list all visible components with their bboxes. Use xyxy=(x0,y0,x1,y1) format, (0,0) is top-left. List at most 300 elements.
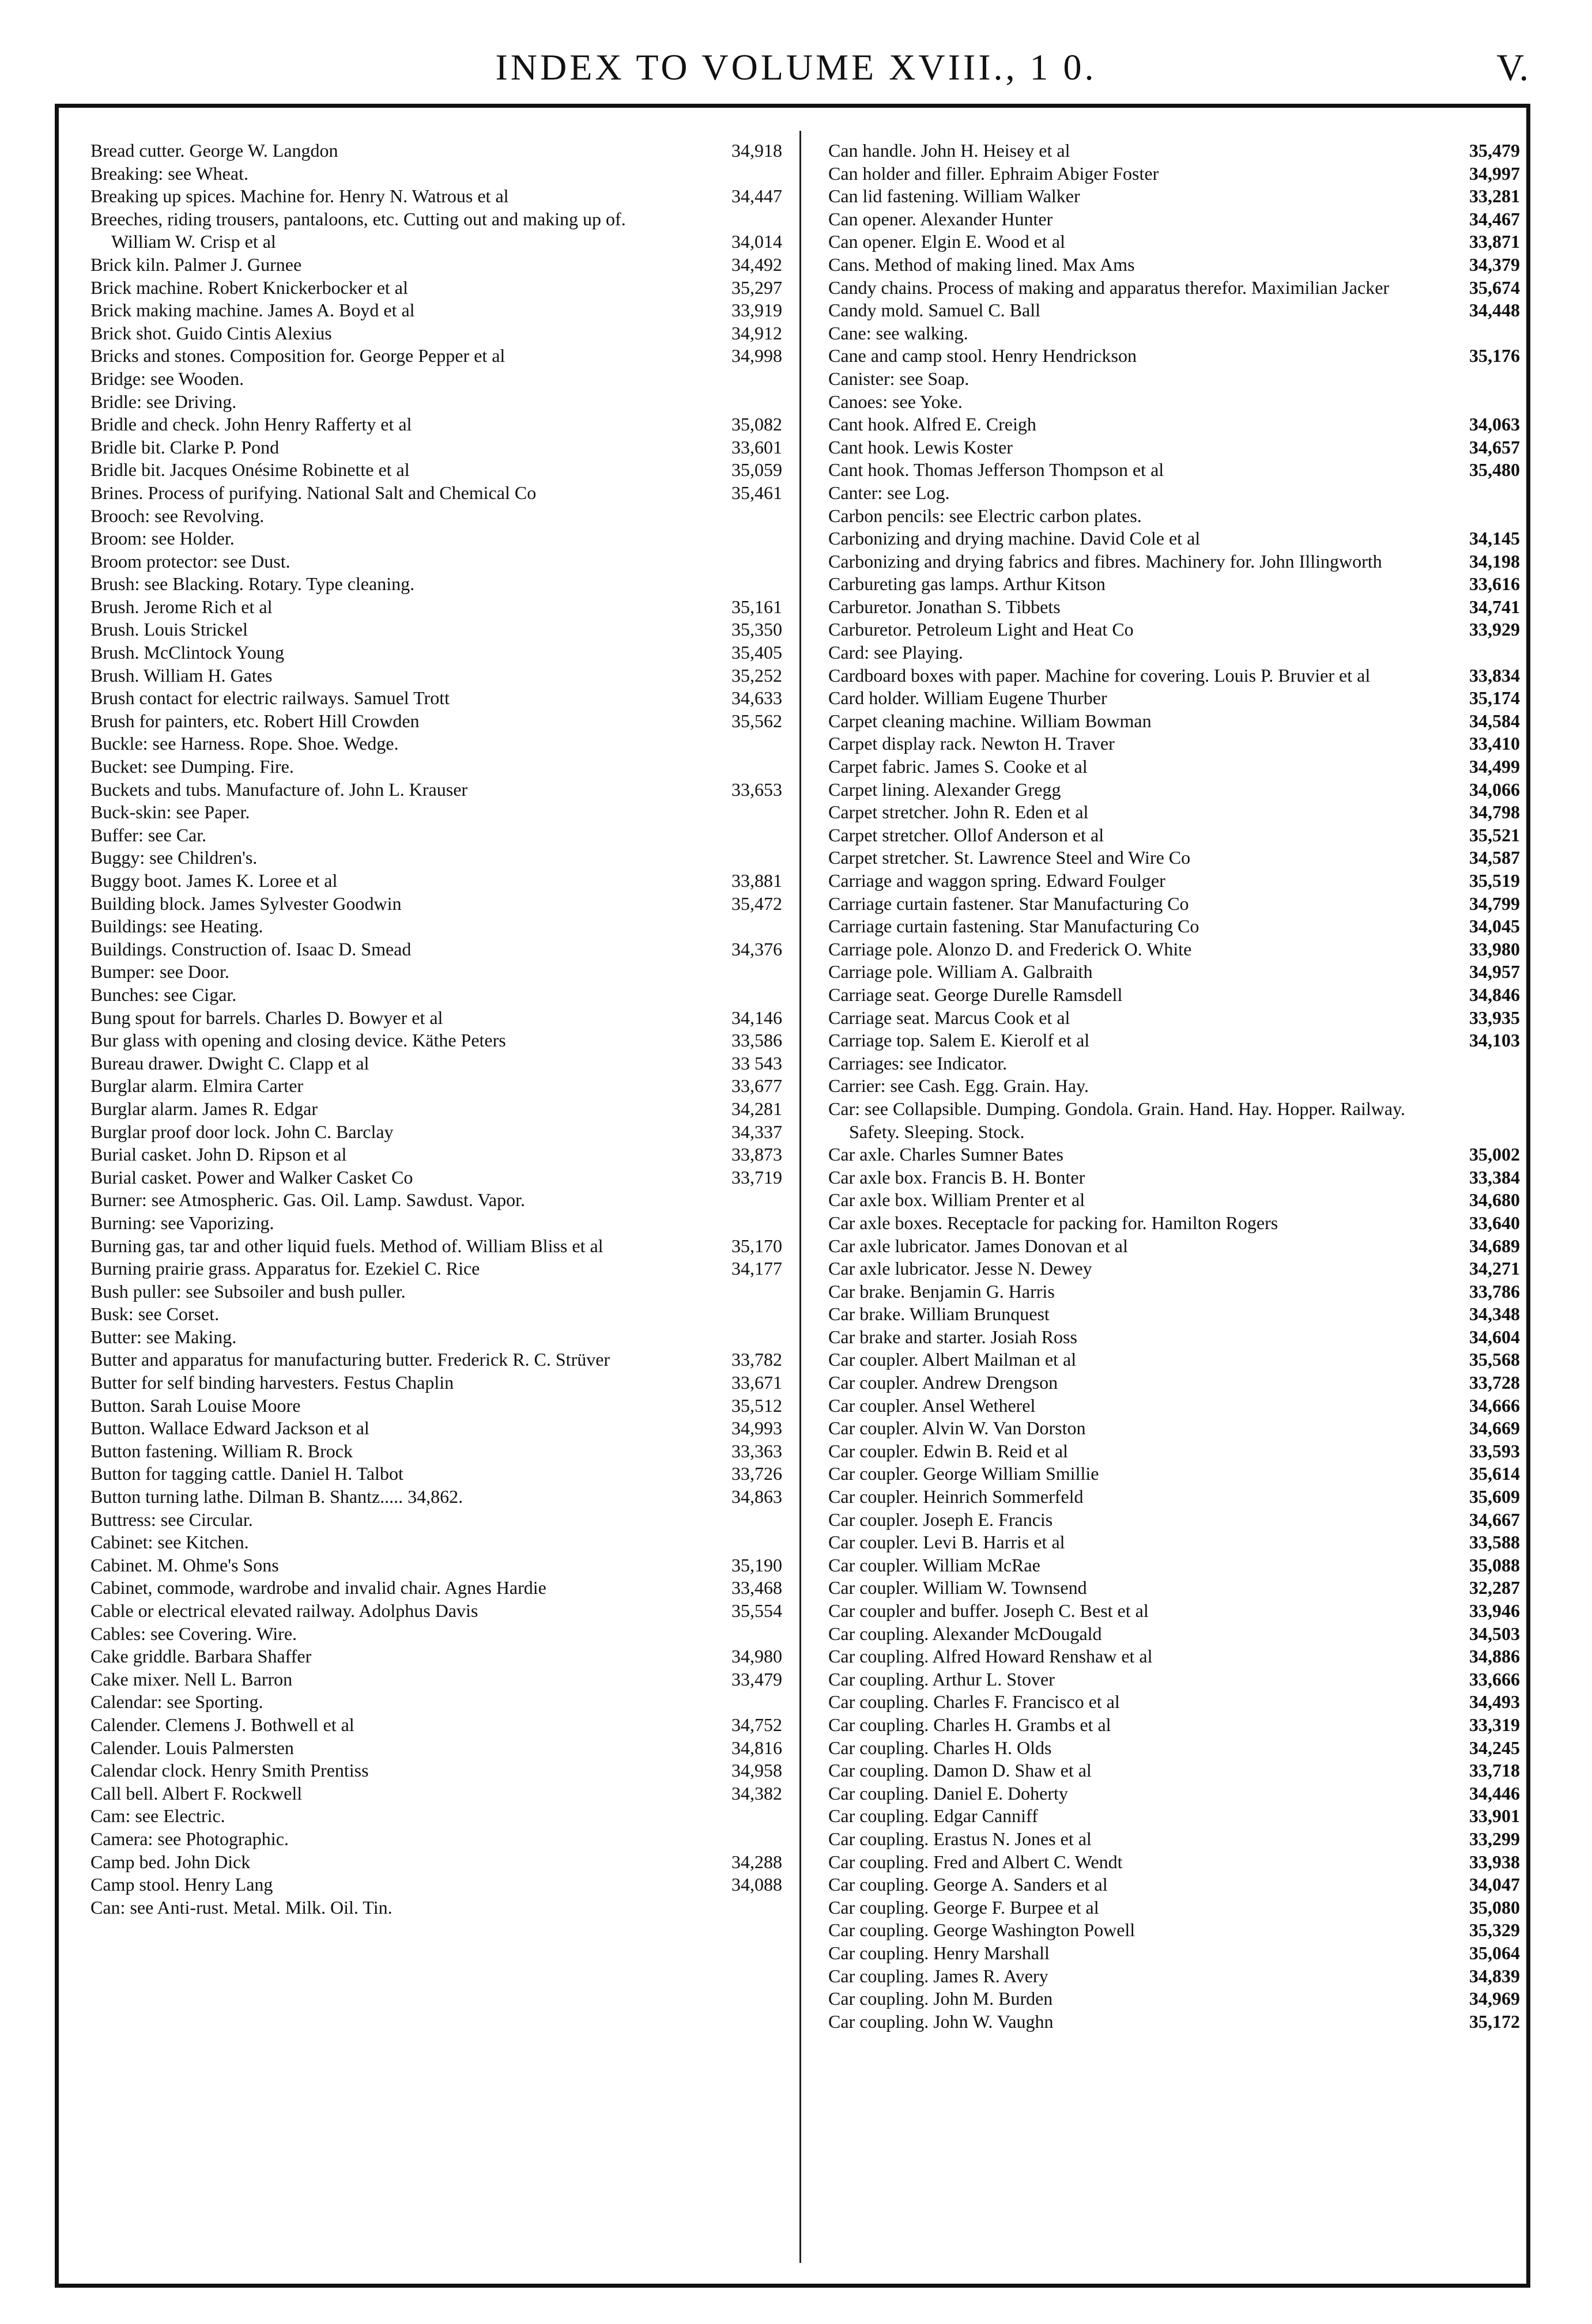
entry-number: 34,503 xyxy=(1469,1623,1520,1644)
index-entry xyxy=(828,1805,1520,1828)
entry-number: 34,271 xyxy=(1469,1258,1520,1279)
index-entry xyxy=(90,801,782,824)
entry-text: Broom: see Holder. xyxy=(90,528,235,549)
entry-text: Car brake. Benjamin G. Harris xyxy=(828,1280,1055,1302)
entry-text: Button turning lathe. Dilman B. Shantz..... 34,862. xyxy=(90,1486,463,1507)
entry-number: 34,667 xyxy=(1469,1509,1520,1530)
index-entry xyxy=(828,847,1520,870)
entry-number: 35,519 xyxy=(1469,870,1520,891)
index-entry xyxy=(90,1280,782,1303)
entry-text: Car coupling. Erastus N. Jones et al xyxy=(828,1828,1092,1849)
entry-text: Car coupler and buffer. Joseph C. Best et al xyxy=(828,1600,1149,1621)
entry-text: Bricks and stones. Composition for. George Pepper et al xyxy=(90,345,505,366)
entry-text: Bridge: see Wooden. xyxy=(90,368,244,389)
entry-text: Candy mold. Samuel C. Ball xyxy=(828,300,1040,321)
entry-text: Brush contact for electric railways. Samuel Trott xyxy=(90,687,450,709)
index-entry xyxy=(90,1189,782,1212)
entry-text: Brick making machine. James A. Boyd et al xyxy=(90,300,415,321)
entry-text: Cane: see walking. xyxy=(828,322,968,343)
entry-text: Camera: see Photographic. xyxy=(90,1828,289,1849)
entry-number: 34,998 xyxy=(731,345,782,366)
index-entry xyxy=(828,664,1520,687)
entry-number: 35,174 xyxy=(1469,687,1520,709)
index-entry xyxy=(828,1463,1520,1486)
entry-text: Carpet stretcher. St. Lawrence Steel and Wire Co xyxy=(828,847,1191,868)
entry-number: 35,674 xyxy=(1469,277,1520,298)
entry-number: 35,329 xyxy=(1469,1919,1520,1941)
entry-text: Bread cutter. George W. Langdon xyxy=(90,140,338,161)
entry-number: 34,633 xyxy=(731,687,782,709)
entry-number: 34,980 xyxy=(731,1646,782,1667)
entry-text: Car brake. William Brunquest xyxy=(828,1303,1050,1325)
entry-text: Car coupler. George William Smillie xyxy=(828,1463,1099,1484)
entry-number: 33,281 xyxy=(1469,186,1520,207)
index-entry xyxy=(828,1965,1520,1988)
index-entry xyxy=(90,550,782,573)
index-entry xyxy=(90,1828,782,1851)
entry-number: 34,863 xyxy=(731,1486,782,1507)
entry-text: Buildings. Construction of. Isaac D. Smead xyxy=(90,938,412,959)
index-entry xyxy=(828,1098,1520,1143)
index-entry xyxy=(90,1714,782,1737)
index-entry xyxy=(90,322,782,345)
entry-text: Carburetor. Petroleum Light and Heat Co xyxy=(828,619,1134,640)
entry-number: 35,172 xyxy=(1469,2011,1520,2032)
page-title: INDEX TO VOLUME XVIII., 1 0. xyxy=(495,47,1097,88)
index-entry xyxy=(90,1645,782,1668)
index-entry xyxy=(828,1052,1520,1075)
index-entry xyxy=(828,618,1520,641)
index-entry xyxy=(90,870,782,893)
entry-text: Breaking: see Wheat. xyxy=(90,163,248,184)
entry-text: Car coupling. Henry Marshall xyxy=(828,1942,1050,1963)
index-entry xyxy=(828,1828,1520,1851)
entry-number: 33,901 xyxy=(1469,1805,1520,1827)
index-entry xyxy=(90,915,782,938)
entry-text: Carriage seat. George Durelle Ramsdell xyxy=(828,984,1123,1005)
entry-number: 34,657 xyxy=(1469,436,1520,458)
entry-text: Carriage curtain fastener. Star Manufacturing Co xyxy=(828,893,1189,914)
index-entry xyxy=(828,482,1520,505)
index-entry xyxy=(90,185,782,208)
entry-text: Calender. Clemens J. Bothwell et al xyxy=(90,1714,354,1735)
index-entry xyxy=(90,893,782,916)
index-entry xyxy=(90,779,782,802)
index-entry xyxy=(828,1577,1520,1600)
entry-text: Bucket: see Dumping. Fire. xyxy=(90,756,294,777)
entry-text: Car coupler. Alvin W. Van Dorston xyxy=(828,1418,1086,1439)
index-entry xyxy=(828,1668,1520,1691)
index-entry xyxy=(828,1212,1520,1235)
entry-number: 33,718 xyxy=(1469,1760,1520,1781)
entry-text: Car coupling. John W. Vaughn xyxy=(828,2011,1054,2032)
entry-text: Candy chains. Process of making and apparatus therefor. Maximilian Jacker xyxy=(828,277,1390,298)
entry-number: 34,584 xyxy=(1469,710,1520,731)
index-entry xyxy=(828,1691,1520,1714)
entry-text: Brush. McClintock Young xyxy=(90,642,285,663)
entry-text: Car coupling. George Washington Powell xyxy=(828,1919,1135,1941)
entry-text: Burial casket. John D. Ripson et al xyxy=(90,1144,347,1165)
page-number: V. xyxy=(1496,47,1529,89)
entry-number: 34,446 xyxy=(1469,1782,1520,1804)
entry-text: Canter: see Log. xyxy=(828,482,950,503)
entry-number: 34,088 xyxy=(731,1874,782,1895)
index-entry xyxy=(828,1987,1520,2011)
entry-text: Carriage seat. Marcus Cook et al xyxy=(828,1007,1070,1028)
entry-number: 34,816 xyxy=(731,1737,782,1758)
entry-text: Car coupling. George F. Burpee et al xyxy=(828,1896,1099,1918)
entry-text: Brooch: see Revolving. xyxy=(90,505,265,526)
entry-number: 35,405 xyxy=(731,642,782,663)
entry-text: Button. Sarah Louise Moore xyxy=(90,1395,301,1416)
entry-text: Buggy boot. James K. Loree et al xyxy=(90,870,338,891)
entry-number: 35,190 xyxy=(731,1554,782,1575)
entry-text: Car coupling. James R. Avery xyxy=(828,1965,1048,1986)
entry-number: 33,479 xyxy=(731,1668,782,1690)
index-entry xyxy=(828,1075,1520,1098)
index-entry xyxy=(828,732,1520,755)
entry-number: 34,969 xyxy=(1469,1988,1520,2009)
index-entry xyxy=(90,277,782,300)
entry-number: 33,666 xyxy=(1469,1668,1520,1690)
index-entry xyxy=(90,1896,782,1919)
entry-number: 35,480 xyxy=(1469,459,1520,481)
entry-text: Canoes: see Yoke. xyxy=(828,391,963,412)
entry-text: Brush. Jerome Rich et al xyxy=(90,596,273,617)
entry-text: Burglar alarm. James R. Edgar xyxy=(90,1098,318,1119)
entry-number: 34,886 xyxy=(1469,1646,1520,1667)
entry-text: Car coupling. Charles H. Grambs et al xyxy=(828,1714,1111,1735)
entry-text: Carbureting gas lamps. Arthur Kitson xyxy=(828,573,1106,595)
entry-number: 34,145 xyxy=(1469,528,1520,549)
entry-number: 34,146 xyxy=(731,1007,782,1028)
index-entry xyxy=(90,368,782,391)
entry-text: Car coupler. Heinrich Sommerfeld xyxy=(828,1486,1084,1507)
entry-number: 34,846 xyxy=(1469,984,1520,1005)
index-entry xyxy=(90,664,782,687)
index-entry xyxy=(828,459,1520,482)
entry-text: Bridle bit. Jacques Onésime Robinette et al xyxy=(90,459,410,481)
entry-text: Buildings: see Heating. xyxy=(90,916,263,937)
entry-text: Carriage top. Salem E. Kierolf et al xyxy=(828,1030,1090,1051)
entry-text: Brick kiln. Palmer J. Gurnee xyxy=(90,254,302,275)
index-entry xyxy=(828,277,1520,300)
entry-text: Car coupler. Albert Mailman et al xyxy=(828,1349,1077,1370)
index-entry xyxy=(90,732,782,755)
index-entry xyxy=(90,1805,782,1828)
entry-text: Carpet display rack. Newton H. Traver xyxy=(828,733,1115,754)
entry-number: 34,912 xyxy=(731,322,782,343)
entry-text: Cable or electrical elevated railway. Adolphus Davis xyxy=(90,1600,478,1621)
entry-number: 33 543 xyxy=(731,1052,782,1074)
entry-number: 34,993 xyxy=(731,1418,782,1439)
index-entry xyxy=(90,208,782,254)
entry-text: Car axle lubricator. James Donovan et al xyxy=(828,1235,1128,1256)
entry-text: Car coupling. Fred and Albert C. Wendt xyxy=(828,1851,1123,1872)
entry-text: Burner: see Atmospheric. Gas. Oil. Lamp. Sawdust. Vapor. xyxy=(90,1189,525,1211)
entry-text: Buckle: see Harness. Rope. Shoe. Wedge. xyxy=(90,733,399,754)
index-entry xyxy=(828,779,1520,802)
index-frame xyxy=(55,104,1530,2288)
entry-text: Brick machine. Robert Knickerbocker et al xyxy=(90,277,408,298)
entry-number: 33,363 xyxy=(731,1440,782,1461)
entry-number: 35,614 xyxy=(1469,1463,1520,1484)
entry-number: 33,677 xyxy=(731,1075,782,1097)
index-entry xyxy=(90,1235,782,1258)
entry-text: Bunches: see Cigar. xyxy=(90,984,237,1005)
entry-number: 34,337 xyxy=(731,1121,782,1142)
entry-text: Cant hook. Thomas Jefferson Thompson et al xyxy=(828,459,1164,481)
entry-text: Carbonizing and drying fabrics and fibres. Machinery for. John Illingworth xyxy=(828,550,1382,572)
entry-number: 33,782 xyxy=(731,1349,782,1370)
entry-text: Burglar proof door lock. John C. Barclay xyxy=(90,1121,394,1142)
entry-number: 33,929 xyxy=(1469,619,1520,640)
entry-text: Car coupling. Edgar Canniff xyxy=(828,1805,1038,1827)
index-entry xyxy=(828,1440,1520,1463)
entry-number: 34,799 xyxy=(1469,893,1520,914)
index-entry xyxy=(828,1029,1520,1052)
entry-text: Carriage and waggon spring. Edward Foulger xyxy=(828,870,1165,891)
entry-text: Bur glass with opening and closing device. Käthe Peters xyxy=(90,1030,506,1051)
index-entry xyxy=(90,847,782,870)
entry-number: 33,719 xyxy=(731,1166,782,1188)
index-entry xyxy=(828,322,1520,345)
index-entry xyxy=(828,230,1520,254)
entry-number: 34,103 xyxy=(1469,1030,1520,1051)
index-entry xyxy=(828,687,1520,710)
index-entry xyxy=(828,1326,1520,1349)
entry-text: Car coupling. Charles H. Olds xyxy=(828,1737,1052,1758)
entry-number: 34,379 xyxy=(1469,254,1520,275)
entry-text: Car axle lubricator. Jesse N. Dewey xyxy=(828,1258,1092,1279)
entry-number: 34,047 xyxy=(1469,1874,1520,1895)
entry-number: 33,653 xyxy=(731,779,782,800)
entry-text: Cardboard boxes with paper. Machine for covering. Louis P. Bruvier et al xyxy=(828,664,1371,686)
right-column xyxy=(828,139,1520,2033)
index-entry xyxy=(828,1417,1520,1440)
entry-number: 33,881 xyxy=(731,870,782,891)
entry-number: 33,834 xyxy=(1469,664,1520,686)
entry-number: 34,281 xyxy=(731,1098,782,1119)
entry-number: 35,512 xyxy=(731,1395,782,1416)
entry-text: Button fastening. William R. Brock xyxy=(90,1440,353,1461)
entry-number: 34,063 xyxy=(1469,414,1520,435)
index-entry xyxy=(828,1348,1520,1371)
index-entry xyxy=(828,299,1520,322)
entry-text: Buttress: see Circular. xyxy=(90,1509,253,1530)
entry-number: 34,177 xyxy=(731,1258,782,1279)
index-entry xyxy=(90,1075,782,1098)
index-entry xyxy=(828,391,1520,414)
index-entry xyxy=(90,1486,782,1509)
entry-text: Camp bed. John Dick xyxy=(90,1851,251,1872)
entry-number: 34,245 xyxy=(1469,1737,1520,1758)
entry-text: Buck-skin: see Paper. xyxy=(90,802,250,823)
index-entry xyxy=(90,1007,782,1030)
index-entry xyxy=(828,755,1520,779)
index-entry xyxy=(828,1714,1520,1737)
index-entry xyxy=(90,1326,782,1349)
index-entry xyxy=(90,1348,782,1371)
index-entry xyxy=(828,710,1520,733)
index-entry xyxy=(90,596,782,619)
entry-text: Carriage pole. Alonzo D. and Frederick O. White xyxy=(828,938,1192,959)
entry-number: 34,604 xyxy=(1469,1326,1520,1347)
index-entry xyxy=(828,163,1520,186)
index-entry xyxy=(828,1189,1520,1212)
index-entry xyxy=(828,1554,1520,1577)
entry-text: Carbon pencils: see Electric carbon plates. xyxy=(828,505,1142,526)
index-entry xyxy=(828,345,1520,368)
index-entry xyxy=(828,1166,1520,1189)
entry-text: Carbonizing and drying machine. David Cole et al xyxy=(828,528,1201,549)
entry-text: Car coupling. Alfred Howard Renshaw et al xyxy=(828,1646,1153,1667)
index-entry xyxy=(828,1896,1520,1919)
entry-text: Car axle. Charles Sumner Bates xyxy=(828,1144,1063,1165)
entry-number: 33,468 xyxy=(731,1577,782,1599)
entry-text: Cant hook. Lewis Koster xyxy=(828,436,1013,458)
index-entry xyxy=(828,1531,1520,1554)
entry-text: Bush puller: see Subsoiler and bush puller. xyxy=(90,1280,406,1302)
index-entry xyxy=(90,1098,782,1121)
index-entry xyxy=(90,1873,782,1896)
entry-text: Calender. Louis Palmersten xyxy=(90,1737,294,1758)
entry-number: 33,919 xyxy=(731,300,782,321)
index-entry xyxy=(828,1782,1520,1805)
entry-number: 34,997 xyxy=(1469,163,1520,184)
entry-text: Brush. Louis Strickel xyxy=(90,619,248,640)
entry-text: Car coupling. Arthur L. Stover xyxy=(828,1668,1055,1690)
entry-number: 34,376 xyxy=(731,938,782,959)
entry-text: Button. Wallace Edward Jackson et al xyxy=(90,1418,369,1439)
index-entry xyxy=(828,1486,1520,1509)
index-entry xyxy=(90,1029,782,1052)
entry-text: Car coupler. William McRae xyxy=(828,1554,1040,1575)
index-entry xyxy=(828,185,1520,208)
entry-number: 33,640 xyxy=(1469,1212,1520,1233)
index-entry xyxy=(828,1645,1520,1668)
entry-number: 35,161 xyxy=(731,596,782,617)
index-entry xyxy=(90,1509,782,1532)
index-entry xyxy=(90,984,782,1007)
entry-text: Car: see Collapsible. Dumping. Gondola. Grain. Hand. Hay. Hopper. Railway. Safety. Sleeping. Stock. xyxy=(828,1098,1405,1142)
entry-text: Bung spout for barrels. Charles D. Bowyer et al xyxy=(90,1007,443,1028)
index-entry xyxy=(90,961,782,984)
entry-number: 34,447 xyxy=(731,186,782,207)
entry-text: Carrier: see Cash. Egg. Grain. Hay. xyxy=(828,1075,1089,1097)
index-entry xyxy=(90,1052,782,1075)
entry-text: Buffer: see Car. xyxy=(90,824,207,845)
index-entry xyxy=(828,1737,1520,1760)
entry-text: Cake mixer. Nell L. Barron xyxy=(90,1668,293,1690)
entry-text: Canister: see Soap. xyxy=(828,368,969,389)
entry-text: Brush: see Blacking. Rotary. Type cleaning. xyxy=(90,573,415,595)
index-entry xyxy=(90,1463,782,1486)
index-entry xyxy=(828,984,1520,1007)
entry-number: 35,002 xyxy=(1469,1144,1520,1165)
index-entry xyxy=(90,436,782,459)
entry-text: Burial casket. Power and Walker Casket Co xyxy=(90,1166,413,1188)
entry-number: 33,873 xyxy=(731,1144,782,1165)
index-entry xyxy=(828,1235,1520,1258)
index-entry xyxy=(90,505,782,528)
entry-number: 33,871 xyxy=(1469,231,1520,252)
entry-number: 32,287 xyxy=(1469,1577,1520,1599)
index-entry xyxy=(828,1759,1520,1782)
index-entry xyxy=(90,1303,782,1326)
index-entry xyxy=(90,687,782,710)
entry-number: 34,492 xyxy=(731,254,782,275)
entry-text: Can: see Anti-rust. Metal. Milk. Oil. Tin. xyxy=(90,1896,393,1918)
entry-text: Carriage curtain fastening. Star Manufacturing Co xyxy=(828,916,1199,937)
index-entry xyxy=(90,1212,782,1235)
index-entry xyxy=(90,1851,782,1874)
entry-number: 34,957 xyxy=(1469,961,1520,982)
entry-number: 34,752 xyxy=(731,1714,782,1735)
index-entry xyxy=(90,1668,782,1691)
index-entry xyxy=(828,1851,1520,1874)
entry-number: 34,839 xyxy=(1469,1965,1520,1986)
entry-text: Cans. Method of making lined. Max Ams xyxy=(828,254,1135,275)
index-entry xyxy=(828,254,1520,277)
entry-number: 35,064 xyxy=(1469,1942,1520,1963)
entry-number: 33,935 xyxy=(1469,1007,1520,1028)
index-entry xyxy=(90,163,782,186)
index-entry xyxy=(90,254,782,277)
entry-text: Cant hook. Alfred E. Creigh xyxy=(828,414,1036,435)
index-entry xyxy=(90,1737,782,1760)
entry-text: Bridle bit. Clarke P. Pond xyxy=(90,436,280,458)
entry-text: Bumper: see Door. xyxy=(90,961,229,982)
index-entry xyxy=(828,1007,1520,1030)
entry-text: Carpet stretcher. Ollof Anderson et al xyxy=(828,824,1104,845)
entry-text: Button for tagging cattle. Daniel H. Talbot xyxy=(90,1463,403,1484)
index-entry xyxy=(828,573,1520,596)
entry-text: Carpet lining. Alexander Gregg xyxy=(828,779,1061,800)
entry-number: 35,176 xyxy=(1469,345,1520,366)
entry-number: 33,410 xyxy=(1469,733,1520,754)
entry-text: Car axle boxes. Receptacle for packing for. Hamilton Rogers xyxy=(828,1212,1278,1233)
entry-text: Car coupler. Edwin B. Reid et al xyxy=(828,1440,1068,1461)
entry-text: Cabinet, commode, wardrobe and invalid chair. Agnes Hardie xyxy=(90,1577,546,1599)
index-entry xyxy=(828,1942,1520,1965)
entry-text: Busk: see Corset. xyxy=(90,1303,220,1325)
index-entry xyxy=(90,1623,782,1646)
entry-number: 35,170 xyxy=(731,1235,782,1256)
entry-text: Car coupler. Ansel Wetherel xyxy=(828,1395,1036,1416)
entry-text: Card: see Playing. xyxy=(828,642,963,663)
index-entry xyxy=(90,573,782,596)
index-entry xyxy=(828,1257,1520,1280)
entry-text: Car coupling. Daniel E. Doherty xyxy=(828,1782,1068,1804)
entry-number: 33,938 xyxy=(1469,1851,1520,1872)
entry-text: Brush for painters, etc. Robert Hill Crowden xyxy=(90,710,420,731)
entry-text: Camp stool. Henry Lang xyxy=(90,1874,273,1895)
entry-text: Burning: see Vaporizing. xyxy=(90,1212,274,1233)
entry-text: Brines. Process of purifying. National Salt and Chemical Co xyxy=(90,482,537,503)
entry-number: 34,689 xyxy=(1469,1235,1520,1256)
index-entry xyxy=(90,1440,782,1463)
entry-text: Car coupling. George A. Sanders et al xyxy=(828,1874,1108,1895)
entry-text: Carpet fabric. James S. Cooke et al xyxy=(828,756,1088,777)
index-entry xyxy=(828,550,1520,573)
entry-text: Butter for self binding harvesters. Festus Chaplin xyxy=(90,1372,454,1393)
entry-text: Card holder. William Eugene Thurber xyxy=(828,687,1107,709)
entry-text: Can lid fastening. William Walker xyxy=(828,186,1080,207)
entry-text: Bureau drawer. Dwight C. Clapp et al xyxy=(90,1052,369,1074)
entry-number: 34,493 xyxy=(1469,1691,1520,1713)
entry-text: Can opener. Elgin E. Wood et al xyxy=(828,231,1065,252)
